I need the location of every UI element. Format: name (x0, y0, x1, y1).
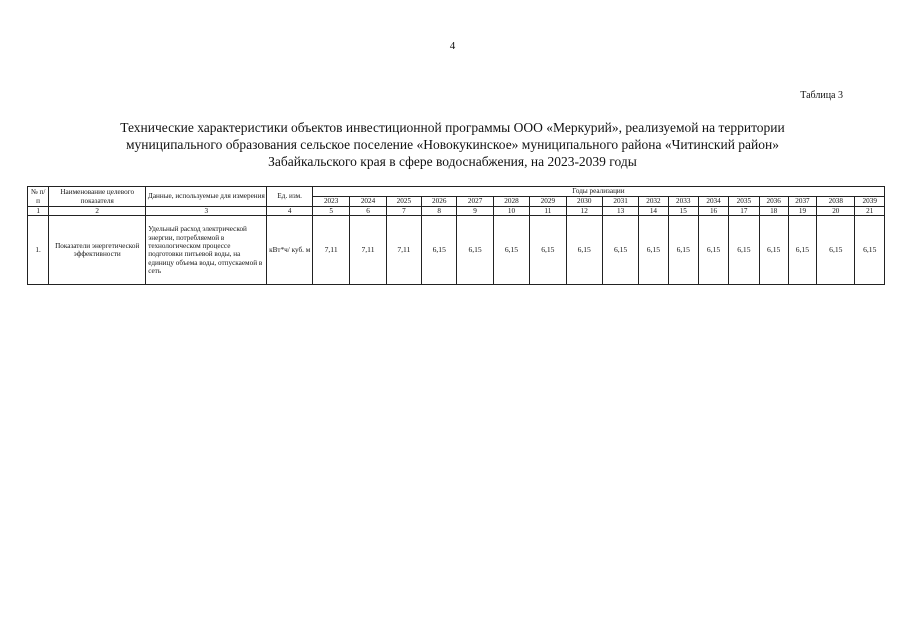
column-number: 6 (350, 207, 386, 216)
table-row (28, 216, 885, 285)
header-years-group: Годы реализации (312, 187, 884, 197)
year-header: 2039 (855, 197, 885, 207)
column-number: 8 (422, 207, 457, 216)
column-number: 14 (639, 207, 668, 216)
year-value: 7,11 (386, 216, 421, 285)
title-line: муниципального образования сельское поселение «Новокукинское» муниципального района «Читинский район» (126, 137, 779, 152)
year-value: 6,15 (530, 216, 566, 285)
column-number: 1 (28, 207, 49, 216)
year-header: 2032 (639, 197, 668, 207)
table-label: Таблица 3 (800, 90, 843, 101)
header-num: № п/п (28, 187, 49, 207)
page-number: 4 (449, 40, 456, 52)
column-number-row (28, 207, 885, 216)
year-header: 2025 (386, 197, 421, 207)
year-value: 6,15 (759, 216, 788, 285)
header-data-used: Данные, используемые для измерения (146, 187, 267, 207)
column-number: 20 (817, 207, 855, 216)
year-header: 2038 (817, 197, 855, 207)
column-number: 13 (602, 207, 638, 216)
year-header: 2034 (698, 197, 728, 207)
year-value: 6,15 (422, 216, 457, 285)
column-number: 21 (855, 207, 885, 216)
column-number: 19 (788, 207, 816, 216)
year-value: 7,11 (350, 216, 386, 285)
year-header: 2028 (493, 197, 529, 207)
header-unit: Ед. изм. (267, 187, 312, 207)
year-header: 2030 (566, 197, 602, 207)
column-number: 5 (312, 207, 349, 216)
column-number: 17 (729, 207, 759, 216)
year-header: 2035 (729, 197, 759, 207)
year-value: 6,15 (457, 216, 493, 285)
year-header: 2023 (312, 197, 349, 207)
row-num: 1. (28, 216, 49, 285)
title-line: Забайкальского края в сфере водоснабжения, на 2023-2039 годы (268, 154, 637, 169)
document-title (60, 119, 845, 170)
column-number: 4 (267, 207, 312, 216)
column-number: 11 (530, 207, 566, 216)
year-header: 2024 (350, 197, 386, 207)
year-header: 2033 (668, 197, 698, 207)
column-number: 9 (457, 207, 493, 216)
year-header: 2029 (530, 197, 566, 207)
column-number: 12 (566, 207, 602, 216)
year-value: 6,15 (639, 216, 668, 285)
year-value: 6,15 (566, 216, 602, 285)
row-data-used: Удельный расход электрической энергии, потребляемой в технологическом процессе подготовки питьевой воды, на единицу объема воды, отпускаемой в сеть (146, 216, 267, 285)
year-value: 6,15 (698, 216, 728, 285)
column-number: 15 (668, 207, 698, 216)
year-header: 2027 (457, 197, 493, 207)
row-indicator: Показатели энергетической эффективности (49, 216, 146, 285)
year-header: 2036 (759, 197, 788, 207)
year-header: 2031 (602, 197, 638, 207)
year-header: 2037 (788, 197, 816, 207)
year-value: 6,15 (855, 216, 885, 285)
column-number: 2 (49, 207, 146, 216)
year-value: 6,15 (729, 216, 759, 285)
year-value: 6,15 (788, 216, 816, 285)
column-number: 3 (146, 207, 267, 216)
year-value: 6,15 (817, 216, 855, 285)
characteristics-table (27, 186, 885, 285)
year-value: 6,15 (602, 216, 638, 285)
year-value: 7,11 (312, 216, 349, 285)
year-value: 6,15 (493, 216, 529, 285)
row-unit: кВт*ч/ куб. м (267, 216, 312, 285)
header-indicator: Наименование целевого показателя (49, 187, 146, 207)
title-line: Технические характеристики объектов инвестиционной программы ООО «Меркурий», реализуемой на территории (120, 120, 785, 135)
year-value: 6,15 (668, 216, 698, 285)
column-number: 18 (759, 207, 788, 216)
year-header: 2026 (422, 197, 457, 207)
column-number: 7 (386, 207, 421, 216)
column-number: 16 (698, 207, 728, 216)
column-number: 10 (493, 207, 529, 216)
